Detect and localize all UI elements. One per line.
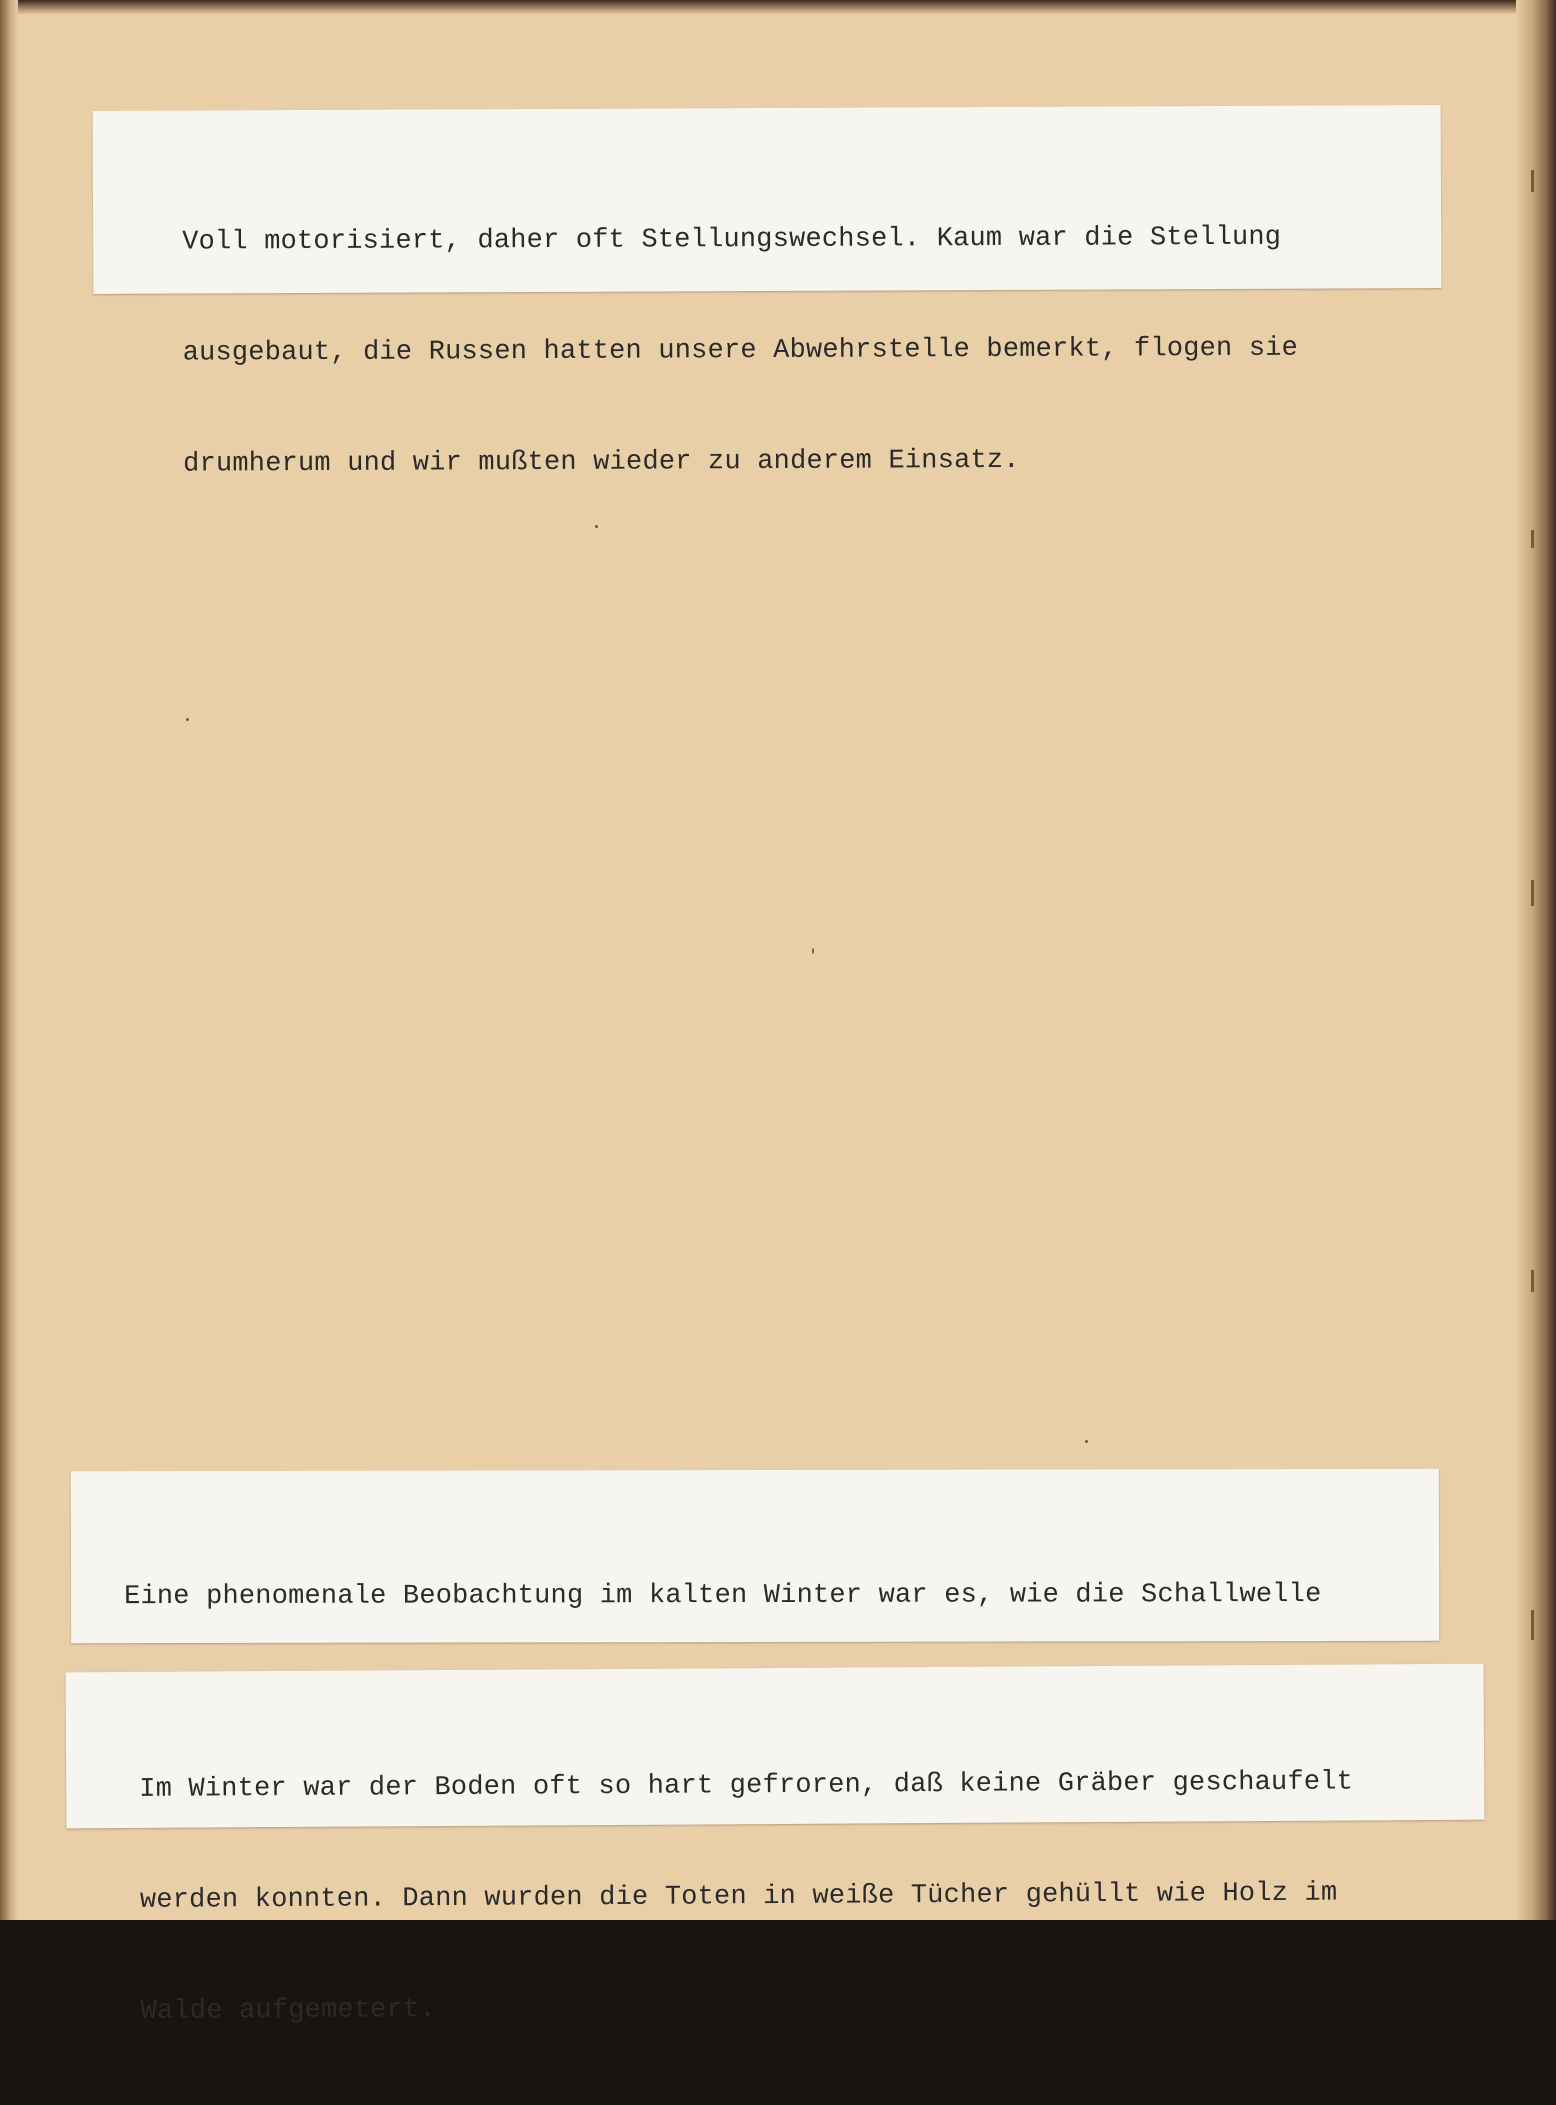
paper-speck: [186, 718, 189, 721]
typed-note-1-text: [182, 146, 1299, 558]
typed-note-1: [93, 105, 1442, 480]
page-top-edge: [0, 0, 1556, 14]
binding-thread-mark: [1531, 530, 1534, 548]
note-line: Walde aufgemetert.: [140, 1995, 436, 2027]
paper-speck: [812, 948, 814, 954]
note-line: drumherum und wir mußten wieder zu anderem Einsatz.: [183, 445, 1020, 480]
typed-note-3: [66, 1664, 1485, 2027]
paper-speck: [1085, 1440, 1088, 1443]
binding-thread-mark: [1531, 170, 1534, 192]
binding-thread-mark: [1531, 880, 1534, 906]
binding-thread-mark: [1531, 1270, 1534, 1292]
typed-note-3-text: [139, 1690, 1355, 2104]
note-line: Im Winter war der Boden oft so hart gefroren, daß keine Gräber geschaufelt: [139, 1767, 1354, 1805]
binding-thread-mark: [1531, 1610, 1534, 1640]
typed-note-2: [71, 1469, 1439, 1643]
note-line: ausgebaut, die Russen hatten unsere Abwehrstelle bemerkt, flogen sie: [182, 333, 1299, 369]
page-right-edge: [1516, 0, 1556, 1920]
note-line: Eine phenomenale Beobachtung im kalten Winter war es, wie die Schallwelle: [124, 1580, 1322, 1613]
note-line: Voll motorisiert, daher oft Stellungswechsel. Kaum war die Stellung: [182, 222, 1282, 258]
page-left-edge: [0, 0, 18, 1920]
note-line: werden konnten. Dann wurden die Toten in weiße Tücher gehüllt wie Holz im: [139, 1878, 1338, 1916]
